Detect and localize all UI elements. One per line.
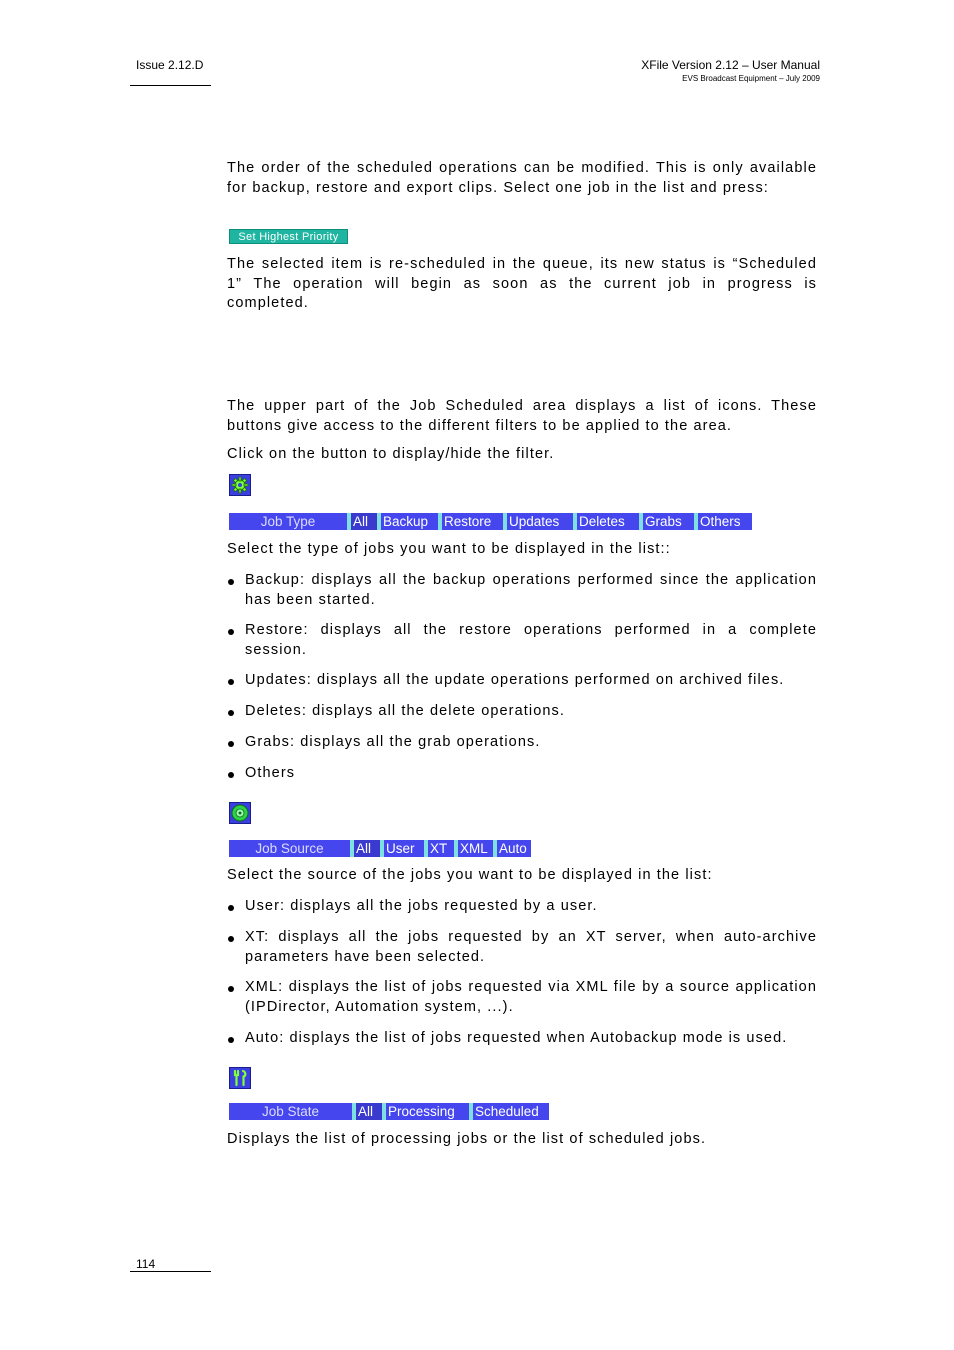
bullet-icon xyxy=(228,679,234,685)
list-item: XT: displays all the jobs requested by an XT server, when auto-archive parameters have been selected. xyxy=(227,928,817,967)
job-source-auto-option[interactable]: Auto xyxy=(493,840,531,857)
publisher-line: EVS Broadcast Equipment – July 2009 xyxy=(682,74,820,83)
priority-intro: The order of the scheduled operations can be modified. This is only available for backup, restore and export clips. Select one job in the list and press: xyxy=(227,160,817,196)
job-type-restore-option[interactable]: Restore xyxy=(438,513,503,530)
list-item: Restore: displays all the restore operations performed in a complete session. xyxy=(227,621,817,660)
job-type-backup-option[interactable]: Backup xyxy=(377,513,438,530)
list-item: XML: displays the list of jobs requested via XML file by a source application (IPDirector, Automation system, ...). xyxy=(227,978,817,1017)
tools-icon xyxy=(230,1068,250,1088)
job-source-filter-button[interactable] xyxy=(229,802,251,824)
job-type-description: Select the type of jobs you want to be displayed in the list:: xyxy=(227,541,671,557)
bullet-icon xyxy=(228,629,234,635)
job-state-bar-label: Job State xyxy=(229,1103,352,1120)
job-source-xml-option[interactable]: XML xyxy=(454,840,493,857)
job-state-all-option[interactable]: All xyxy=(352,1103,382,1120)
set-highest-priority-button[interactable]: Set Highest Priority xyxy=(229,229,348,244)
header-title-block xyxy=(641,58,820,83)
job-source-bar-label: Job Source xyxy=(229,840,350,857)
bullet-icon xyxy=(228,905,234,911)
job-type-filter-button[interactable] xyxy=(229,474,251,496)
page-number: 114 xyxy=(136,1257,156,1271)
disc-icon xyxy=(230,803,250,823)
bullet-icon xyxy=(228,1037,234,1043)
job-state-processing-option[interactable]: Processing xyxy=(382,1103,469,1120)
list-item: Grabs: displays all the grab operations. xyxy=(227,733,817,753)
bullet-icon xyxy=(228,579,234,585)
bullet-icon xyxy=(228,772,234,778)
issue-label: Issue 2.12.D xyxy=(136,58,204,72)
list-item: Backup: displays all the backup operations performed since the application has been started. xyxy=(227,571,817,610)
bullet-icon xyxy=(228,710,234,716)
list-item: Auto: displays the list of jobs requested when Autobackup mode is used. xyxy=(227,1029,817,1049)
filters-click-hint: Click on the button to display/hide the filter. xyxy=(227,446,555,462)
list-item: User: displays all the jobs requested by a user. xyxy=(227,897,817,917)
priority-result: The selected item is re-scheduled in the queue, its new status is “Scheduled 1” The operation will begin as soon as the current job in progress is completed. xyxy=(227,256,817,311)
job-type-deletes-option[interactable]: Deletes xyxy=(573,513,639,530)
job-type-updates-option[interactable]: Updates xyxy=(503,513,573,530)
list-item: Deletes: displays all the delete operations. xyxy=(227,702,817,722)
job-type-bar-label: Job Type xyxy=(229,513,347,530)
job-source-user-option[interactable]: User xyxy=(380,840,424,857)
gear-icon xyxy=(230,475,250,495)
job-source-all-option[interactable]: All xyxy=(350,840,380,857)
list-item: Others xyxy=(227,764,817,784)
manual-title: XFile Version 2.12 – User Manual xyxy=(641,58,820,72)
job-type-filter-bar xyxy=(229,513,752,530)
job-type-grabs-option[interactable]: Grabs xyxy=(639,513,694,530)
job-source-filter-bar xyxy=(229,840,531,857)
job-type-others-option[interactable]: Others xyxy=(694,513,752,530)
job-source-description: Select the source of the jobs you want to be displayed in the list: xyxy=(227,867,713,883)
bullet-icon xyxy=(228,986,234,992)
header-rule xyxy=(130,85,211,86)
job-state-description: Displays the list of processing jobs or the list of scheduled jobs. xyxy=(227,1131,707,1147)
bullet-icon xyxy=(228,741,234,747)
filters-intro: The upper part of the Job Scheduled area displays a list of icons. These buttons give access to the different filters to be applied to the area. xyxy=(227,398,817,434)
job-state-filter-bar xyxy=(229,1103,549,1120)
job-state-filter-button[interactable] xyxy=(229,1067,251,1089)
job-state-scheduled-option[interactable]: Scheduled xyxy=(469,1103,549,1120)
bullet-icon xyxy=(228,936,234,942)
footer-rule xyxy=(130,1271,211,1272)
job-type-all-option[interactable]: All xyxy=(347,513,377,530)
list-item: Updates: displays all the update operations performed on archived files. xyxy=(227,671,817,691)
job-source-xt-option[interactable]: XT xyxy=(424,840,454,857)
